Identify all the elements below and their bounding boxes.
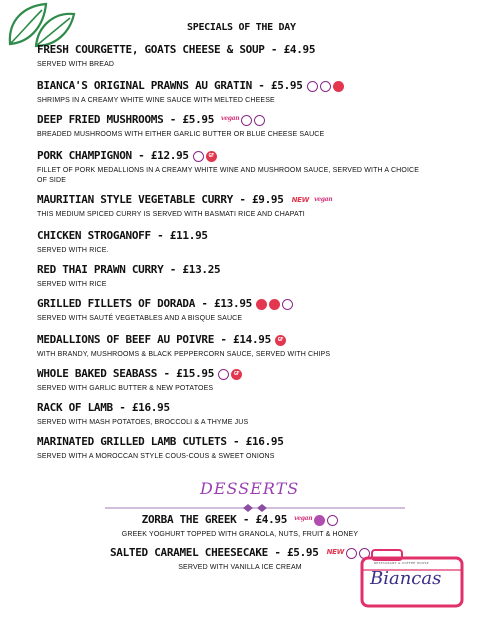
gluten-free-icon: GF	[206, 151, 217, 162]
special-description: SERVED WITH MASH POTATOES, BROCCOLI & A THYME JUS	[37, 419, 249, 426]
special-title	[37, 435, 284, 448]
special-title-text: GRILLED FILLETS OF DORADA - £13.95	[37, 297, 252, 310]
celery-icon	[241, 115, 252, 126]
special-title-text: DEEP FRIED MUSHROOMS - £5.95	[37, 113, 215, 126]
logo-tagline: RESTAURANT & COFFEE HOUSE	[374, 561, 429, 565]
dairy-icon	[193, 151, 204, 162]
crustacean-icon	[269, 299, 280, 310]
dessert-description: SERVED WITH VANILLA ICE CREAM	[178, 564, 302, 571]
special-title	[37, 43, 315, 56]
dessert-title-text: SALTED CARAMEL CHEESECAKE - £5.95	[109, 546, 319, 559]
special-title	[37, 113, 265, 126]
special-title-text: CHICKEN STROGANOFF - £11.95	[37, 229, 208, 242]
special-description: SERVED WITH SAUTÉ VEGETABLES AND A BISQUE SAUCE	[37, 315, 243, 322]
special-title	[37, 229, 208, 242]
desserts-heading: DESSERTS	[200, 479, 300, 498]
special-description: SERVED WITH RICE	[37, 281, 107, 288]
biancas-logo	[360, 548, 470, 610]
special-title	[37, 149, 217, 162]
special-title-text: MARINATED GRILLED LAMB CUTLETS - £16.95	[37, 435, 284, 448]
special-title	[37, 297, 293, 310]
special-title	[37, 79, 344, 92]
special-title-text: BIANCA'S ORIGINAL PRAWNS AU GRATIN - £5.95	[37, 79, 303, 92]
special-title-text: RED THAI PRAWN CURRY - £13.25	[37, 263, 221, 276]
special-description: FILLET OF PORK MEDALLIONS IN A CREAMY WHITE WINE AND MUSHROOM SAUCE, SERVED WITH A CHOICE OF SIDE	[37, 167, 420, 184]
new-icon: NEW	[291, 196, 310, 204]
crustacean-icon	[333, 81, 344, 92]
new-icon: NEW	[326, 547, 345, 556]
special-title-text: MAURITIAN STYLE VEGETABLE CURRY - £9.95	[37, 193, 284, 206]
special-badges	[218, 369, 242, 380]
special-description: SERVED WITH A MOROCCAN STYLE COUS-COUS & SWEET ONIONS	[37, 453, 275, 460]
dessert-title	[0, 513, 480, 526]
special-title	[37, 263, 220, 276]
gluten-free-icon: GF	[231, 369, 242, 380]
dairy-icon	[327, 515, 338, 526]
special-description: SERVED WITH BREAD	[37, 61, 115, 68]
logo-brand: Biancas	[370, 568, 442, 589]
special-badges	[256, 299, 293, 310]
special-title-text: PORK CHAMPIGNON - £12.95	[37, 149, 189, 162]
special-title	[37, 367, 242, 380]
vegan-icon: vegan	[221, 114, 240, 122]
special-title	[37, 193, 332, 206]
special-title-text: MEDALLIONS OF BEEF AU POIVRE - £14.95	[37, 333, 271, 346]
dairy-icon	[307, 81, 318, 92]
special-badges	[218, 115, 265, 126]
special-description: SERVED WITH GARLIC BUTTER & NEW POTATOES	[37, 385, 214, 392]
special-badges	[307, 81, 344, 92]
special-badges	[288, 196, 333, 204]
dairy-icon	[218, 369, 229, 380]
dairy-icon	[254, 115, 265, 126]
dessert-badges	[291, 515, 338, 526]
special-title-text: WHOLE BAKED SEABASS - £15.95	[37, 367, 215, 380]
vegan-icon: vegan	[314, 196, 333, 203]
page-title: SPECIALS OF THE DAY	[187, 22, 296, 33]
special-badges	[275, 335, 286, 346]
nuts-icon	[314, 515, 325, 526]
special-description: BREADED MUSHROOMS WITH EITHER GARLIC BUTTER OR BLUE CHEESE SAUCE	[37, 131, 325, 138]
dairy-icon	[346, 548, 357, 559]
special-description: WITH BRANDY, MUSHROOMS & BLACK PEPPERCORN SAUCE, SERVED WITH CHIPS	[37, 351, 331, 358]
special-description: SERVED WITH RICE.	[37, 247, 109, 254]
special-title-text: FRESH COURGETTE, GOATS CHEESE & SOUP - £4.95	[37, 43, 316, 56]
special-description: THIS MEDIUM SPICED CURRY IS SERVED WITH BASMATI RICE AND CHAPATI	[37, 211, 305, 218]
special-badges	[193, 151, 217, 162]
gluten-free-icon: GF	[275, 335, 286, 346]
vegan-icon: vegan	[294, 514, 313, 522]
special-title	[37, 333, 286, 346]
dairy-icon	[282, 299, 293, 310]
allergen-icon	[320, 81, 331, 92]
special-title	[37, 401, 170, 414]
special-title-text: RACK OF LAMB - £16.95	[37, 401, 170, 414]
special-description: SHRIMPS IN A CREAMY WHITE WINE SAUCE WITH MELTED CHEESE	[37, 97, 275, 104]
dessert-title-text: ZORBA THE GREEK - £4.95	[141, 513, 288, 526]
fish-icon	[256, 299, 267, 310]
dessert-description: GREEK YOGHURT TOPPED WITH GRANOLA, NUTS, FRUIT & HONEY	[121, 531, 359, 538]
